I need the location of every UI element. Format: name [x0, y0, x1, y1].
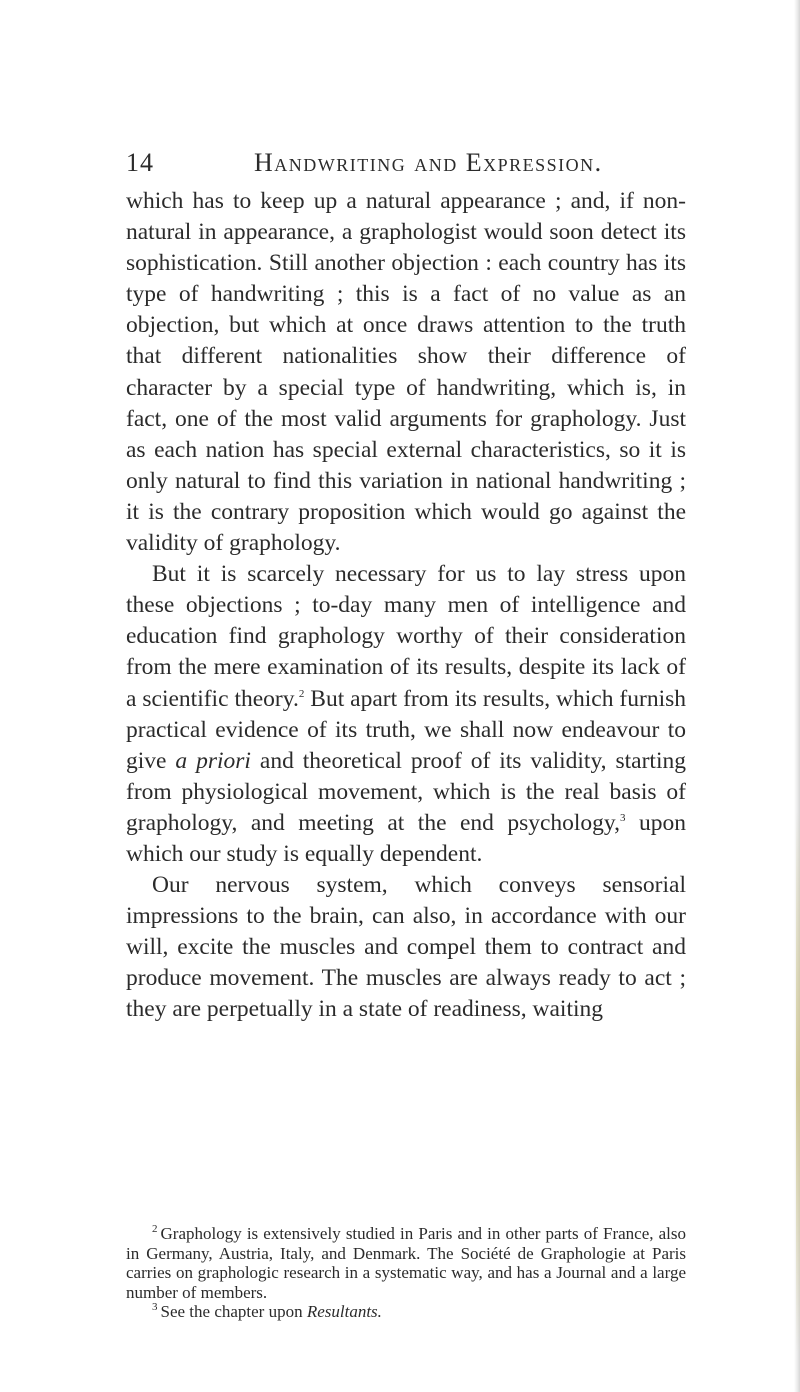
footnote-3-italic: Resultants. [306, 1302, 382, 1321]
footnote-2-marker: 2 [152, 1223, 158, 1236]
footnote-ref-3: 3 [620, 812, 626, 825]
body-text [126, 186, 686, 1026]
footnote-2-text: Graphology is extensively studied in Paris and in other parts of France, also in Germany, Austria, Italy, and Denmark. The Société de Graphologie at Paris carries on graphologic research in a systematic way, and has a Journal and a large number of members. [126, 1224, 686, 1302]
footnote-3-marker: 3 [152, 1301, 158, 1314]
running-head [126, 148, 686, 178]
footnote-ref-2: 2 [298, 687, 305, 700]
paragraph-1: which has to keep up a natural appearance ; and, if non-natural in appearance, a graphologist would soon detect its sophistication. Still another objection : each country has its type of handwriting ; this is a fact of no value as an objection, but which at once draws attention to the truth that different nationalities show their difference of character by a special type of handwriting, which is, in fact, one of the most valid arguments for graphology. Just as each nation has special external characteristics, so it is only natural to find this variation in national handwriting ; it is the contrary proposition which would go against the validity of graphology. [126, 188, 686, 557]
running-title: Handwriting and Expression. [254, 148, 603, 177]
paragraph-2 [126, 559, 686, 870]
paragraph-2-part-a: But it is scarcely necessary for us to lay stress upon these objections ; to-day many men of intelligence and education find graphology worthy of their consideration from the mere examination of its results, despite its lack of a scientific theory. [126, 561, 686, 712]
footnote-3 [126, 1302, 686, 1322]
footnote-2 [126, 1224, 686, 1302]
page-number: 14 [126, 148, 154, 177]
italic-a-priori: a priori [175, 747, 251, 774]
footnote-3-text: See the chapter upon [160, 1302, 307, 1321]
paragraph-3: Our nervous system, which conveys sensorial impressions to the brain, can also, in accordance with our will, excite the muscles and compel them to contract and produce movement. The muscles are always ready to act ; they are perpetually in a state of readiness, waiting [126, 872, 686, 1023]
page-edge-stain [796, 812, 800, 1352]
footnotes [126, 1224, 686, 1322]
paragraph-2-part-d: upon which our study is equally dependent. [126, 809, 686, 867]
paragraph-2-part-c: and theoretical proof of its validity, starting from physiological movement, which is the real basis of graphology, and meeting at the end psychology, [126, 747, 686, 836]
paragraph-2-part-b: But apart from its results, which furnish practical evidence of its truth, we shall now endeavour to give [126, 685, 686, 774]
